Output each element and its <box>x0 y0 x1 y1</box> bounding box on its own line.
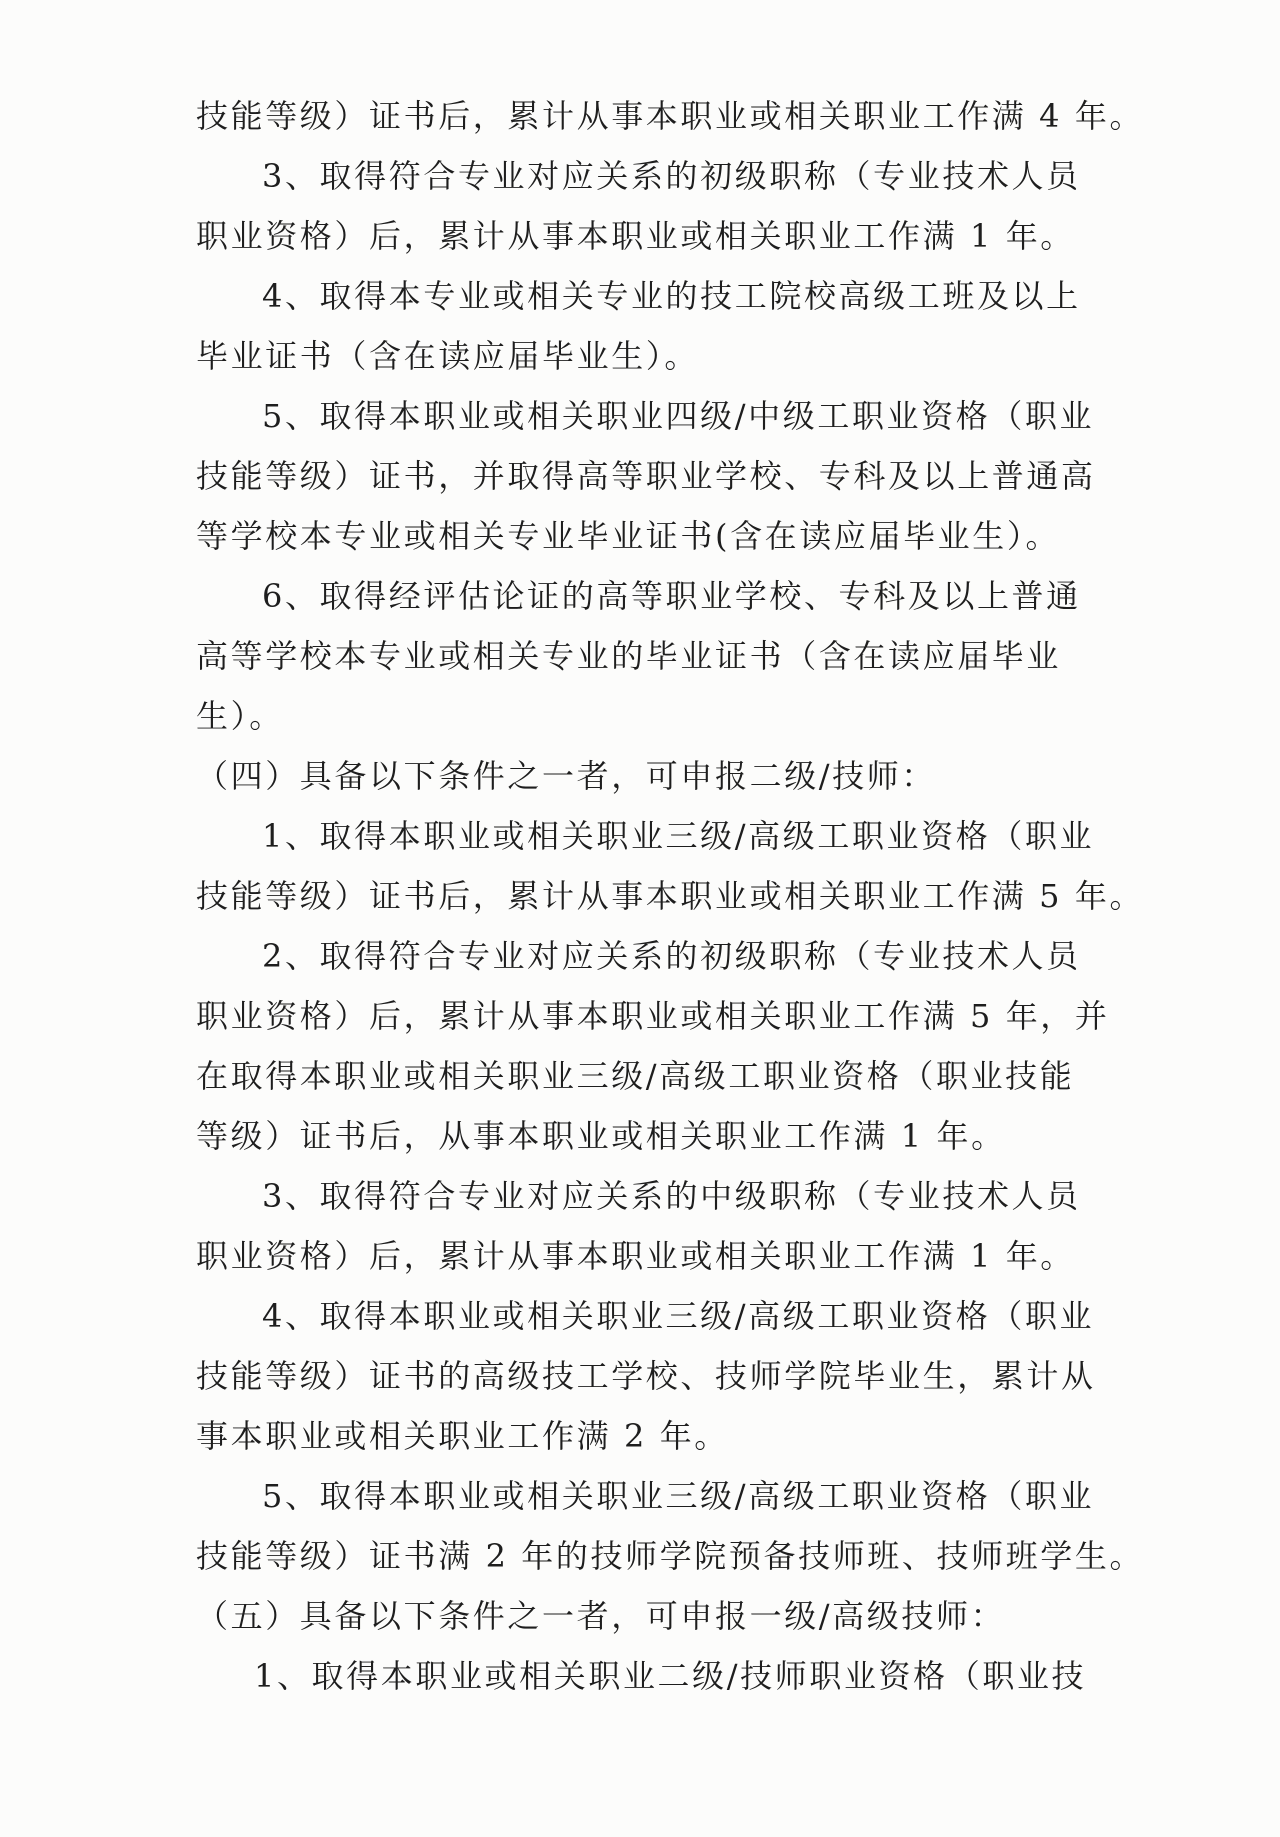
text-line: 职业资格）后，累计从事本职业或相关职业工作满 5 年，并 <box>196 997 1110 1035</box>
text-line: 2、取得符合专业对应关系的初级职称（专业技术人员 <box>262 937 1081 975</box>
text-line: 技能等级）证书后，累计从事本职业或相关职业工作满 4 年。 <box>196 97 1145 135</box>
text-line: 事本职业或相关职业工作满 2 年。 <box>196 1417 729 1455</box>
text-line: 生）。 <box>196 697 284 735</box>
text-line: 职业资格）后，累计从事本职业或相关职业工作满 1 年。 <box>196 217 1075 255</box>
text-line: 4、取得本职业或相关职业三级/高级工职业资格（职业 <box>262 1297 1095 1335</box>
text-line: 技能等级）证书后，累计从事本职业或相关职业工作满 5 年。 <box>196 877 1145 915</box>
text-line: 3、取得符合专业对应关系的中级职称（专业技术人员 <box>262 1177 1081 1215</box>
item-3-junior-title <box>196 146 1096 266</box>
section-heading-level-2-technician <box>196 746 1096 806</box>
text-line: 1、取得本职业或相关职业二级/技师职业资格（职业技 <box>254 1657 1087 1695</box>
text-line: 技能等级）证书满 2 年的技师学院预备技师班、技师班学生。 <box>196 1537 1145 1575</box>
text-line: 技能等级）证书，并取得高等职业学校、专科及以上普通高 <box>196 457 1096 495</box>
item-5-preparatory-technician-class <box>196 1466 1145 1586</box>
text-line: 在取得本职业或相关职业三级/高级工职业资格（职业技能 <box>196 1057 1075 1095</box>
text-line: 毕业证书（含在读应届毕业生）。 <box>196 337 700 375</box>
text-line: 4、取得本专业或相关专业的技工院校高级工班及以上 <box>262 277 1081 315</box>
document-body <box>196 86 1145 1706</box>
text-line: （五）具备以下条件之一者，可申报一级/高级技师： <box>196 1597 1006 1635</box>
item-1-senior-certificate <box>196 806 1145 926</box>
item-4-technical-school <box>196 266 1096 386</box>
text-line: 1、取得本职业或相关职业三级/高级工职业资格（职业 <box>262 817 1095 855</box>
text-line: 5、取得本职业或相关职业四级/中级工职业资格（职业 <box>262 397 1095 435</box>
section-heading-level-1-senior-technician <box>196 1586 1096 1646</box>
text-line: 技能等级）证书的高级技工学校、技师学院毕业生，累计从 <box>196 1357 1096 1395</box>
item-5-intermediate-certificate <box>196 386 1096 566</box>
text-line: 5、取得本职业或相关职业三级/高级工职业资格（职业 <box>262 1477 1095 1515</box>
item-1-technician-certificate <box>196 1646 1096 1706</box>
text-line: （四）具备以下条件之一者，可申报二级/技师： <box>196 757 936 795</box>
text-line: 职业资格）后，累计从事本职业或相关职业工作满 1 年。 <box>196 1237 1075 1275</box>
text-line: 等学校本专业或相关专业毕业证书(含在读应届毕业生）。 <box>196 517 1061 555</box>
text-line: 3、取得符合专业对应关系的初级职称（专业技术人员 <box>262 157 1081 195</box>
item-2-junior-title-plus-senior <box>196 926 1110 1166</box>
item-3-intermediate-title <box>196 1166 1096 1286</box>
text-line: 高等学校本专业或相关专业的毕业证书（含在读应届毕业 <box>196 637 1062 675</box>
item-4-senior-technical-graduate <box>196 1286 1096 1466</box>
text-line: 等级）证书后，从事本职业或相关职业工作满 1 年。 <box>196 1117 1006 1155</box>
paragraph-continuation <box>196 86 1145 146</box>
item-6-evaluated-college <box>196 566 1096 746</box>
text-line: 6、取得经评估论证的高等职业学校、专科及以上普通 <box>262 577 1081 615</box>
